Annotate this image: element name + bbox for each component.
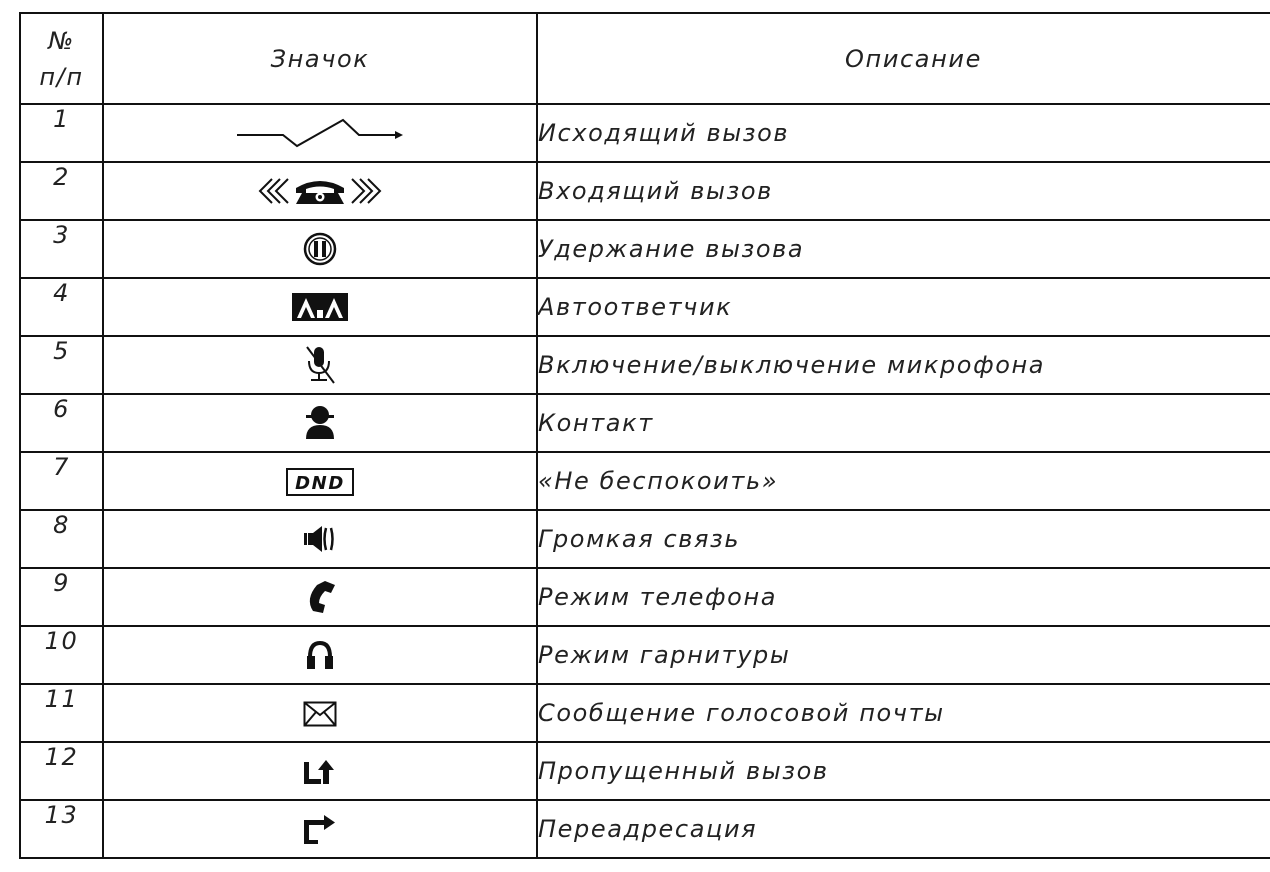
row-description: Переадресация bbox=[537, 800, 1270, 858]
row-number: 10 bbox=[20, 626, 103, 684]
row-number: 2 bbox=[20, 162, 103, 220]
icon-legend-table-wrapper bbox=[19, 12, 1270, 872]
table-row bbox=[20, 800, 1270, 858]
row-description: Пропущенный вызов bbox=[537, 742, 1270, 800]
row-description: Контакт bbox=[537, 394, 1270, 452]
row-description: Режим телефона bbox=[537, 568, 1270, 626]
microphone-mute-icon bbox=[300, 345, 340, 385]
row-number: 1 bbox=[20, 104, 103, 162]
header-number-symbol: № bbox=[48, 26, 75, 55]
row-description: Автоответчик bbox=[537, 278, 1270, 336]
table-row bbox=[20, 336, 1270, 394]
header-description: Описание bbox=[537, 13, 1270, 104]
row-description: Удержание вызова bbox=[537, 220, 1270, 278]
header-number bbox=[20, 13, 103, 104]
table-row bbox=[20, 220, 1270, 278]
header-number-abbrev: п/п bbox=[39, 62, 84, 91]
table-row bbox=[20, 162, 1270, 220]
missed-call-icon bbox=[302, 758, 338, 786]
row-number: 7 bbox=[20, 452, 103, 510]
header-icon: Значок bbox=[103, 13, 537, 104]
call-forward-icon bbox=[302, 812, 338, 846]
icon-legend-table bbox=[19, 12, 1270, 859]
row-number: 12 bbox=[20, 742, 103, 800]
answering-machine-icon bbox=[291, 292, 349, 322]
row-number: 5 bbox=[20, 336, 103, 394]
table-row bbox=[20, 394, 1270, 452]
table-row bbox=[20, 684, 1270, 742]
row-number: 6 bbox=[20, 394, 103, 452]
table-row bbox=[20, 104, 1270, 162]
row-description: Режим гарнитуры bbox=[537, 626, 1270, 684]
row-number: 11 bbox=[20, 684, 103, 742]
dnd-icon bbox=[286, 468, 354, 496]
table-row bbox=[20, 626, 1270, 684]
dnd-icon-label: DND bbox=[295, 472, 345, 494]
table-header-row bbox=[20, 13, 1270, 104]
row-number: 13 bbox=[20, 800, 103, 858]
table-row bbox=[20, 510, 1270, 568]
handset-icon bbox=[303, 579, 337, 615]
table-row bbox=[20, 742, 1270, 800]
voicemail-icon bbox=[303, 701, 337, 727]
row-description: Входящий вызов bbox=[537, 162, 1270, 220]
row-number: 4 bbox=[20, 278, 103, 336]
table-row bbox=[20, 278, 1270, 336]
row-number: 8 bbox=[20, 510, 103, 568]
contact-icon bbox=[303, 405, 337, 441]
row-description: Громкая связь bbox=[537, 510, 1270, 568]
row-description: «Не беспокоить» bbox=[537, 452, 1270, 510]
outgoing-call-icon bbox=[235, 118, 405, 148]
row-description: Включение/выключение микрофона bbox=[537, 336, 1270, 394]
speakerphone-icon bbox=[302, 524, 338, 554]
call-hold-icon bbox=[302, 231, 338, 267]
incoming-call-icon bbox=[252, 175, 388, 207]
table-row bbox=[20, 568, 1270, 626]
row-description: Исходящий вызов bbox=[537, 104, 1270, 162]
row-description: Сообщение голосовой почты bbox=[537, 684, 1270, 742]
table-row bbox=[20, 452, 1270, 510]
row-number: 3 bbox=[20, 220, 103, 278]
row-number: 9 bbox=[20, 568, 103, 626]
headset-icon bbox=[305, 639, 335, 671]
